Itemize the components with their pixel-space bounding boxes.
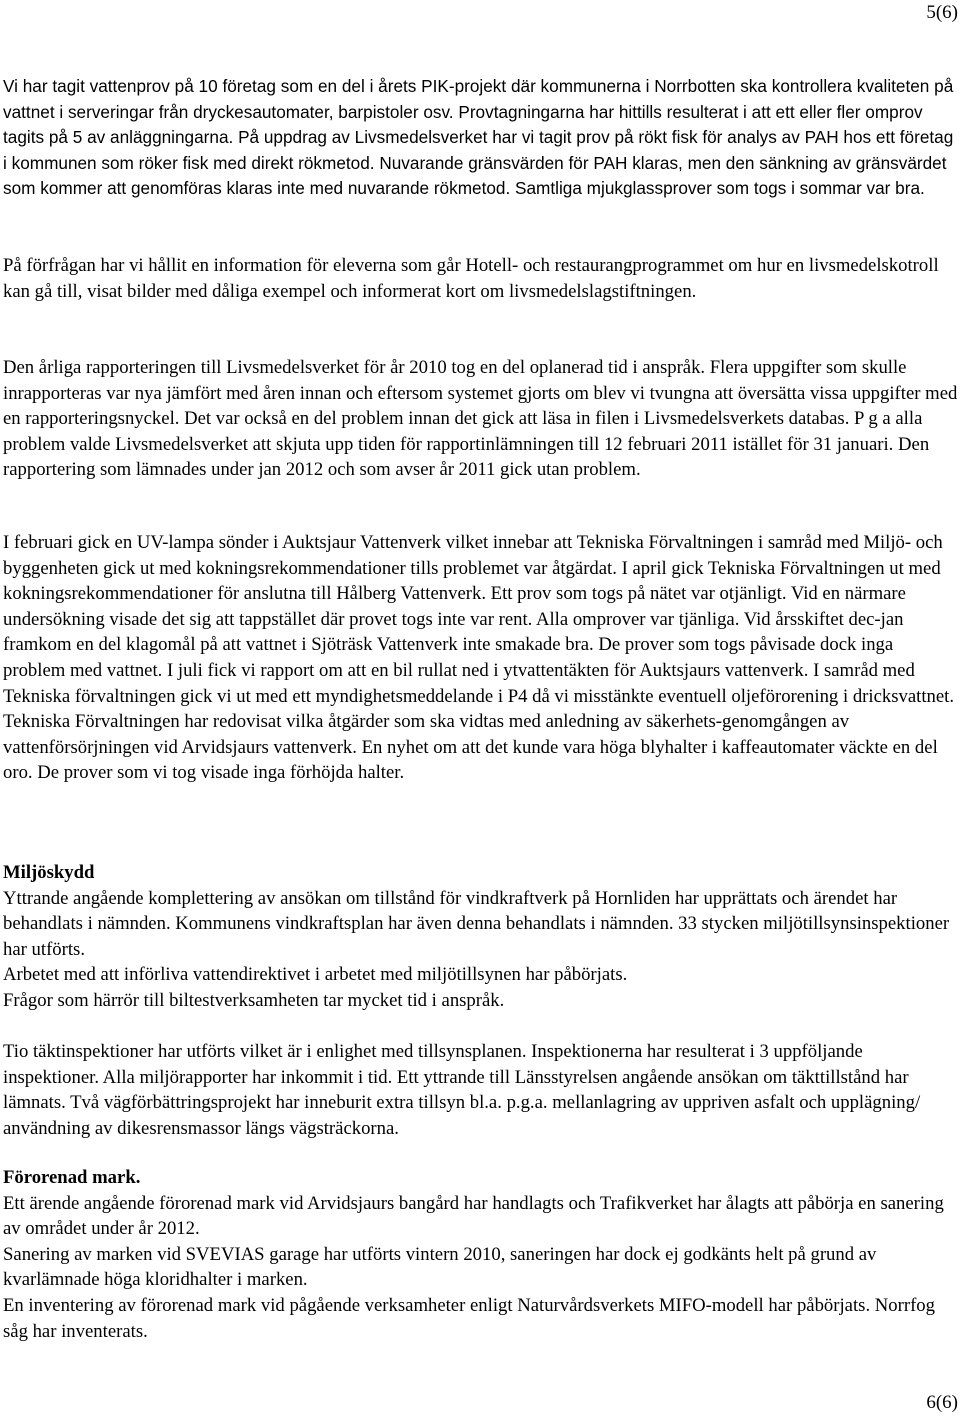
miljoskydd-line-1: Yttrande angående komplettering av ansökan om tillstånd för vindkraftverk på Hornliden har upprättats och ärendet har behandlats i nämnden. Kommunens vindkraftsplan har även denna behandlats i nämnden. 33 stycken miljötillsynsinspektioner har utförts. bbox=[3, 887, 950, 960]
section-fororenad-mark bbox=[3, 1165, 958, 1344]
paragraph-text: På förfrågan har vi hållit en information för eleverna som går Hotell- och restaurangprogrammet om hur en livsmedelskotroll kan gå till, visat bilder med dåliga exempel och informerat kort om livsmedelslagstiftningen. bbox=[3, 255, 939, 302]
paragraph-text: Tio täktinspektioner har utförts vilket är i enlighet med tillsynsplanen. Inspektionerna har resulterat i 3 uppföljande inspektioner. Alla miljörapporter har inkommit i tid. Ett yttrande till Länsstyrelsen angående ansökan om täkttillstånd har lämnats. Två vägförbättringsprojekt har inneburit extra tillsyn bl.a. p.g.a. mellanlagring av uppriven asfalt och upplägning/ användning av dikesrensmassor längs vägsträckorna. bbox=[3, 1041, 921, 1139]
paragraph-water-supply bbox=[3, 530, 958, 786]
page-number-top: 5(6) bbox=[926, 2, 958, 23]
section-heading-fororenad-mark: Förorenad mark. bbox=[3, 1167, 141, 1188]
miljoskydd-line-2: Arbetet med att införliva vattendirektivet i arbetet med miljötillsynen har påbörjats. bbox=[3, 964, 628, 986]
paragraph-text: Den årliga rapporteringen till Livsmedelsverket för år 2010 tog en del oplanerad tid i anspråk. Flera uppgifter som skulle inrapporteras var nya jämfört med åren innan och eftersom systemet gjorts om blev vi tvungna att översätta vissa uppgifter med en rapporteringsnyckel. Det var också en del problem innan det gick att läsa in filen i Livsmedelsverkets databas. P g a alla problem valde Livsmedelsverket att skjuta upp tiden för rapportinlämningen till 12 februari 2011 istället för 31 januari. Den rapportering som lämnades under jan 2012 och som avser år 2011 gick utan problem. bbox=[3, 357, 958, 481]
paragraph-annual-reporting bbox=[3, 355, 958, 483]
paragraph-takt-inspections bbox=[3, 1039, 958, 1141]
paragraph-pik-project bbox=[3, 74, 958, 202]
page-number-bottom: 6(6) bbox=[926, 1392, 958, 1413]
fororenad-line-2: Sanering av marken vid SVEVIAS garage har utförts vintern 2010, saneringen har dock ej godkänts helt på grund av kvarlämnade höga kloridhalter i marken. bbox=[3, 1243, 877, 1291]
fororenad-line-3: En inventering av förorenad mark vid pågående verksamheter enligt Naturvårdsverkets MIFO-modell har påbörjats. Norrfog såg har inventerats. bbox=[3, 1294, 935, 1342]
fororenad-line-1: Ett ärende angående förorenad mark vid Arvidsjaurs bangård har handlagts och Trafikverket har ålagts att påbörja en sanering av området under år 2012. bbox=[3, 1192, 944, 1240]
paragraph-text: Vi har tagit vattenprov på 10 företag som en del i årets PIK-projekt där kommunerna i Norrbotten ska kontrollera kvaliteten på vattnet i serveringar från dryckesautomater, barpistoler osv. Provtagningarna har hittills resulterat i att ett eller fler omprov tagits på 5 av anläggningarna. På uppdrag av Livsmedelsverket har vi tagit prov på rökt fisk för analys av PAH hos ett företag i kommunen som röker fisk med direkt rökmetod. Nuvarande gränsvärden för PAH klaras, men den sänkning av gränsvärdet som kommer att genomföras klaras inte med nuvarande rökmetod. Samtliga mjukglassprover som togs i sommar var bra. bbox=[3, 76, 954, 199]
section-miljoskydd bbox=[3, 860, 958, 1014]
miljoskydd-line-3: Frågor som härrör till biltestverksamheten tar mycket tid i anspråk. bbox=[3, 989, 505, 1011]
paragraph-hotel-information bbox=[3, 253, 958, 304]
section-heading-miljoskydd: Miljöskydd bbox=[3, 862, 95, 883]
paragraph-text: I februari gick en UV-lampa sönder i Auktsjaur Vattenverk vilket innebar att Tekniska Förvaltningen i samråd med Miljö- och byggenheten gick ut med kokningsrekommendationer tills problemet var åtgärdat. I april gick Tekniska Förvaltningen ut med kokningsrekommendationer för anslutna till Hålberg Vattenverk. Ett prov som togs på nätet var otjänligt. Vid en närmare undersökning visade det sig att tappstället där provet togs inte var rent. Alla omprover var tjänliga. Vid årsskiftet dec-jan framkom en del klagomål på att vattnet i Sjöträsk Vattenverk inte smakade bra. De prover som togs påvisade dock inga problem med vattnet. I juli fick vi rapport om att en bil rullat ned i ytvattentäkten för Auktsjaurs vattenverk. I samråd med Tekniska förvaltningen gick vi ut med ett myndighetsmeddelande i P4 då vi misstänkte eventuell oljeförorening i dricksvattnet. Tekniska Förvaltningen har redovisat vilka åtgärder som ska vidtas med anledning av säkerhets-genomgången av vattenförsörjningen vid Arvidsjaurs vattenverk. En nyhet om att det kunde vara höga blyhalter i kaffeautomater väckte en del oro. De prover som vi tog visade inga förhöjda halter. bbox=[3, 532, 955, 784]
